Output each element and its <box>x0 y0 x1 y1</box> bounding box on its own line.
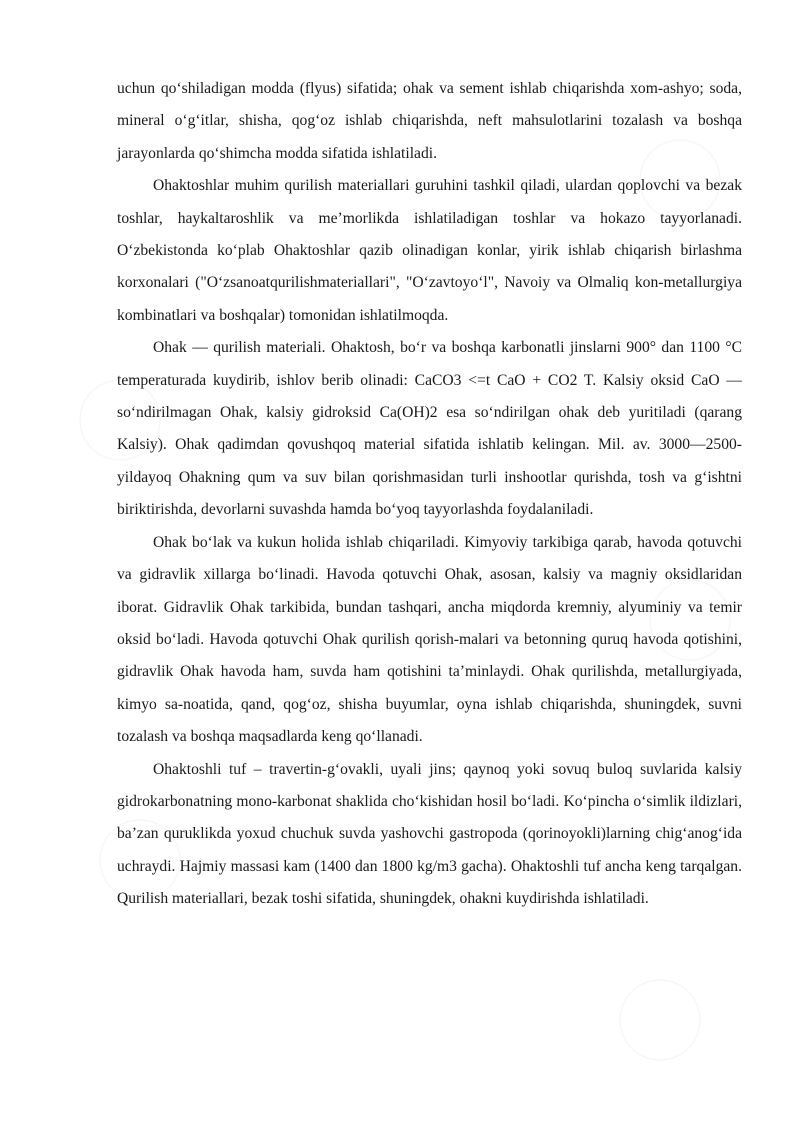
paragraph-2: Ohaktoshlar muhim qurilish materiallari guruhini tashkil qiladi, ulardan qoplovchi va bezak toshlar, haykaltaroshlik va me’morlikda ishlatiladigan toshlar va hokazo tayyorlanadi. O‘zbekistonda ko‘plab Ohaktoshlar qazib olinadigan konlar, yirik ishlab chiqarish birlashma korxonalari ("O‘zsanoatqurilishmateriallari", "O‘zavtoyo‘l", Navoiy va Olmaliq kon-metallurgiya kombinatlari va boshqalar) tomonidan ishlatilmoqda. <box>117 177 742 324</box>
paragraph-5: Ohaktoshli tuf – travertin-g‘ovakli, uyali jins; qaynoq yoki sovuq buloq suvlarida kalsiy gidrokarbonatning mono-karbonat shaklida cho‘kishidan hosil bo‘ladi. Ko‘pincha o‘simlik ildizlari, ba’zan quruklikda yoxud chuchuk suvda yashovchi gastropoda (qorinoyokli)larning chig‘anog‘ida uchraydi. Hajmiy massasi kam (1400 dan 1800 kg/m3 gacha). Ohaktoshli tuf ancha keng tarqalgan. Qurilish materiallari, bezak toshi sifatida, shuningdek, ohakni kuydirishda ishlatiladi. <box>117 760 742 908</box>
paragraph-4: Ohak bo‘lak va kukun holida ishlab chiqariladi. Kimyoviy tarkibiga qarab, havoda qotuvchi va gidravlik xillarga bo‘linadi. Havoda qotuvchi Ohak, asosan, kalsiy va magniy oksidlaridan iborat. Gidravlik Ohak tarkibida, bundan tashqari, ancha miqdorda kremniy, alyuminiy va temir oksid bo‘ladi. Havoda qotuvchi Ohak qurilish qorish-malari va betonning quruq havoda qotishini, gidravlik Ohak havoda ham, suvda ham qotishini ta’minlaydi. Ohak qurilishda, metallurgiyada, kimyo sa-noatida, qand, qog‘oz, shisha buyumlar, oyna ishlab chiqarishda, shuningdek, suvni tozalash va boshqa maqsadlarda keng qo‘llanadi. <box>117 533 742 746</box>
paragraph-1: uchun qo‘shiladigan modda (flyus) sifatida; ohak va sement ishlab chiqarishda xom-ashyo; soda, mineral o‘g‘itlar, shisha, qog‘oz ishlab chiqarishda, neft mahsulotlarini tozalash va boshqa jarayonlarda qo‘shimcha modda sifatida ishlatiladi. <box>117 80 742 162</box>
body-text <box>117 73 742 916</box>
paragraph-3: Ohak — qurilish materiali. Ohaktosh, bo‘r va boshqa karbonatli jinslarni 900° dan 1100 °C temperaturada kuydirib, ishlov berib olinadi: CaCO3 <=t CaO + CO2 T. Kalsiy oksid CaO — so‘ndirilmagan Ohak, kalsiy gidroksid Ca(OH)2 esa so‘ndirilgan ohak deb yuritiladi (qarang Kalsiy). Ohak qadimdan qovushqoq material sifatida ishlatib kelingan. Mil. av. 3000—2500-yildayoq Ohakning qum va suv bilan qorishmasidan turli inshootlar qurishda, tosh va g‘ishtni biriktirishda, devorlarni suvashda hamda bo‘yoq tayyorlashda foydalaniladi. <box>117 339 742 519</box>
